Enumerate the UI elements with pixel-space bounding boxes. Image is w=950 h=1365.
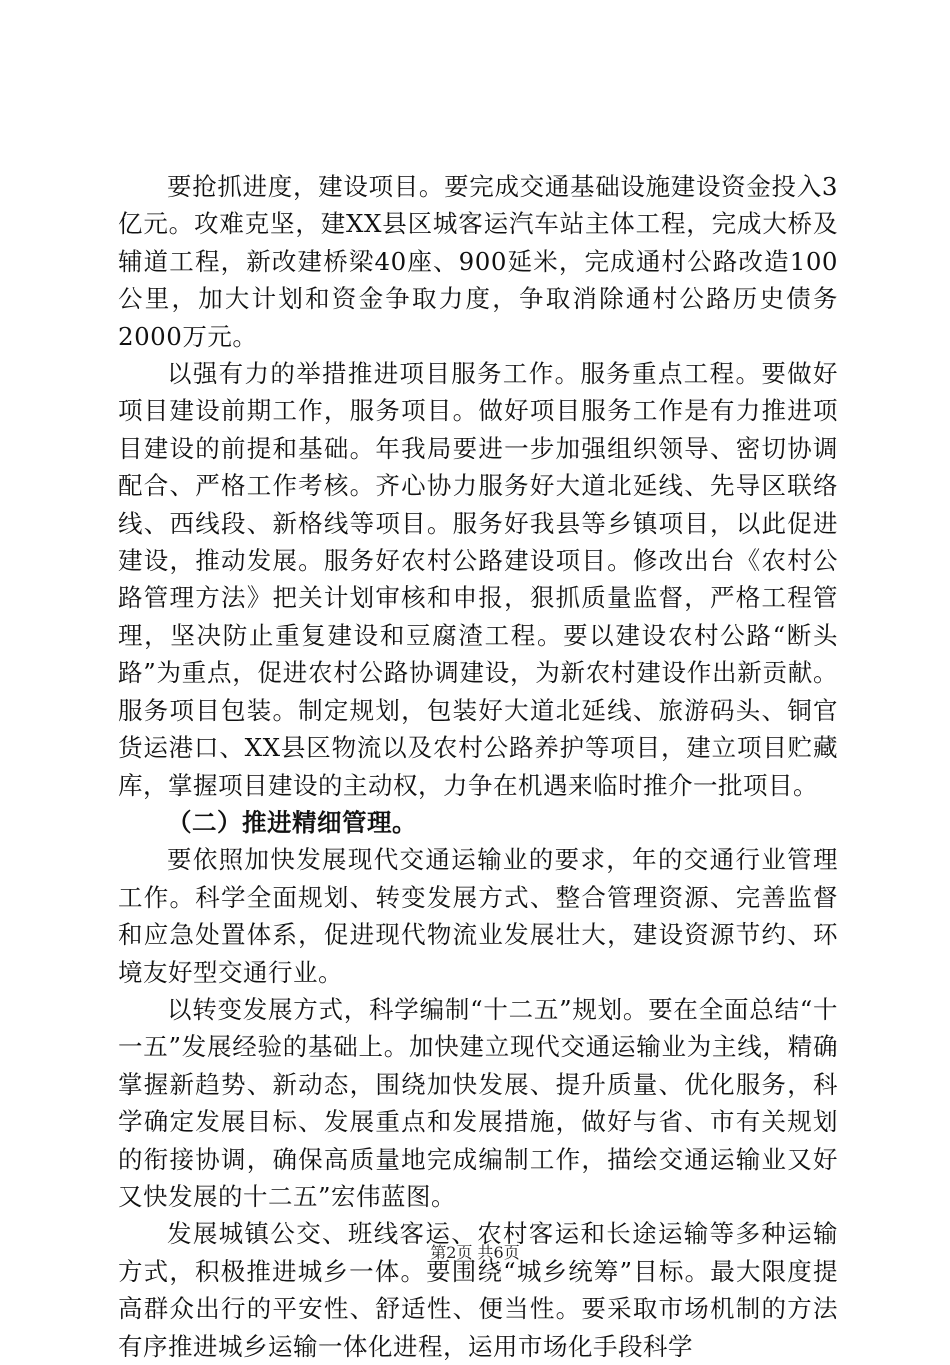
document-body: [118, 168, 838, 1365]
page-number: 第2页 共6页: [430, 1243, 520, 1262]
section-heading: （二）推进精细管理。: [167, 807, 417, 837]
body-paragraph: 发展城镇公交、班线客运、农村客运和长途运输等多种运输方式，积极推进城乡一体。要围绕“城乡统筹”目标。最大限度提高群众出行的平安性、舒适性、便当性。要采取市场机制的方法有序推进城乡运输一体化进程，运用市场化手段科学: [118, 1219, 838, 1361]
body-paragraph: 要抢抓进度，建设项目。要完成交通基础设施建设资金投入3亿元。攻难克坚，建XX县区城客运汽车站主体工程，完成大桥及辅道工程，新改建桥梁40座、900延米，完成通村公路改造100公里，加大计划和资金争取力度，争取消除通村公路历史债务2000万元。: [118, 172, 838, 351]
body-paragraph: 以转变发展方式，科学编制“十二五”规划。要在全面总结“十一五”发展经验的基础上。加快建立现代交通运输业为主线，精确掌握新趋势、新动态，围绕加快发展、提升质量、优化服务，科学确定发展目标、发展重点和发展措施，做好与省、市有关规划的衔接协调，确保高质量地完成编制工作，描绘交通运输业又好又快发展的十二五”宏伟蓝图。: [118, 994, 838, 1211]
body-paragraph: 要依照加快发展现代交通运输业的要求，年的交通行业管理工作。科学全面规划、转变发展方式、整合管理资源、完善监督和应急处置体系，促进现代物流业发展壮大，建设资源节约、环境友好型交通行业。: [118, 845, 838, 987]
body-paragraph: 以强有力的举措推进项目服务工作。服务重点工程。要做好项目建设前期工作，服务项目。做好项目服务工作是有力推进项目建设的前提和基础。年我局要进一步加强组织领导、密切协调配合、严格工作考核。齐心协力服务好大道北延线、先导区联络线、西线段、新格线等项目。服务好我县等乡镇项目，以此促进建设，推动发展。服务好农村公路建设项目。修改出台《农村公路管理方法》把关计划审核和申报，狠抓质量监督，严格工程管理，坚决防止重复建设和豆腐渣工程。要以建设农村公路“断头路”为重点，促进农村公路协调建设，为新农村建设作出新贡献。服务项目包装。制定规划，包装好大道北延线、旅游码头、铜官货运港口、XX县区物流以及农村公路养护等项目，建立项目贮藏库，掌握项目建设的主动权，力争在机遇来临时推介一批项目。: [118, 359, 838, 800]
